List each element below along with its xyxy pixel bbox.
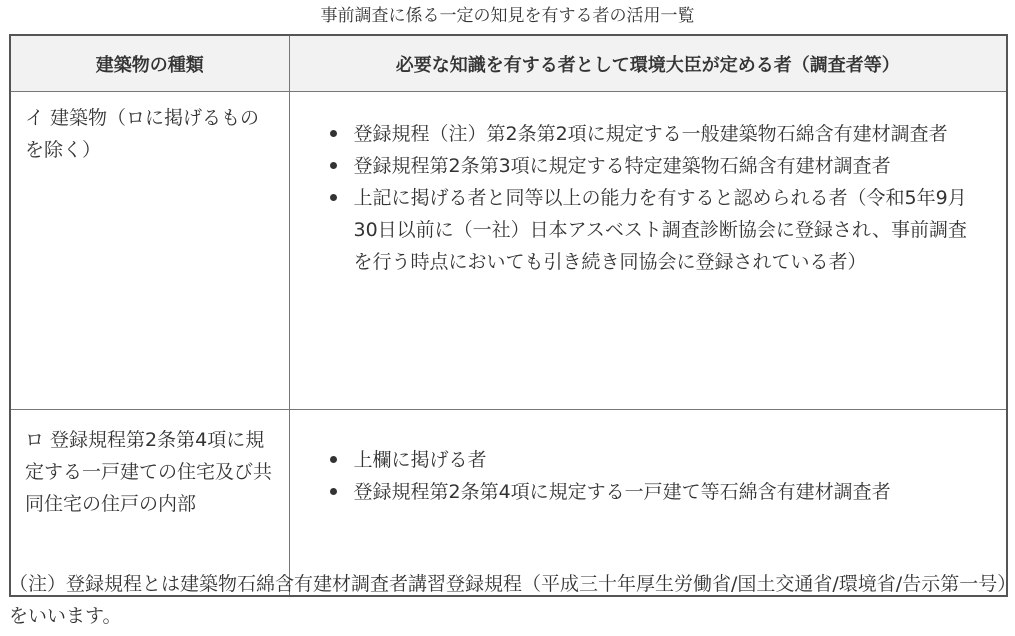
list-item xyxy=(328,444,987,476)
building-type-cell: イ 建築物（ロに掲げるものを除く） xyxy=(10,92,289,410)
list-item xyxy=(328,182,987,278)
bullet-icon xyxy=(330,162,337,169)
bullet-icon xyxy=(330,130,337,137)
surveyor-table xyxy=(9,34,1008,597)
table-caption: 事前調査に係る一定の知見を有する者の活用一覧 xyxy=(320,6,695,26)
list-item-text: 登録規程第2条第4項に規定する一戸建て等石綿含有建材調査者 xyxy=(353,481,891,503)
list-item-text: 登録規程第2条第3項に規定する特定建築物石綿含有建材調査者 xyxy=(353,155,891,177)
list-item-text: 上記に掲げる者と同等以上の能力を有すると認められる者（令和5年9月30日以前に（一社）日本アスベスト調査診断協会に登録され、事前調査を行う時点においても引き続き同協会に登録されている者） xyxy=(353,187,968,273)
table-row xyxy=(10,92,1007,410)
bullet-icon xyxy=(330,194,337,201)
building-type-cell: ロ 登録規程第2条第4項に規定する一戸建ての住宅及び共同住宅の住戸の内部 xyxy=(10,410,289,597)
list-item xyxy=(328,118,987,150)
bullet-icon xyxy=(330,456,337,463)
list-item-text: 上欄に掲げる者 xyxy=(353,449,487,471)
qualified-person-cell xyxy=(289,92,1007,410)
list-item xyxy=(328,150,987,182)
list-item-text: 登録規程（注）第2条第2項に規定する一般建築物石綿含有建材調査者 xyxy=(353,123,948,145)
list-item xyxy=(328,476,987,508)
header-qualified-person: 必要な知識を有する者として環境大臣が定める者（調査者等） xyxy=(289,35,1007,92)
table-header-row xyxy=(10,35,1007,92)
footnote: （注）登録規程とは建築物石綿含有建材調査者講習登録規程（平成三十年厚生労働省/国土交通省/環境省/告示第一号）をいいます。 xyxy=(9,573,1007,627)
qualified-person-list xyxy=(328,118,987,278)
qualified-person-list xyxy=(328,444,987,508)
bullet-icon xyxy=(330,488,337,495)
header-building-type: 建築物の種類 xyxy=(10,35,289,92)
